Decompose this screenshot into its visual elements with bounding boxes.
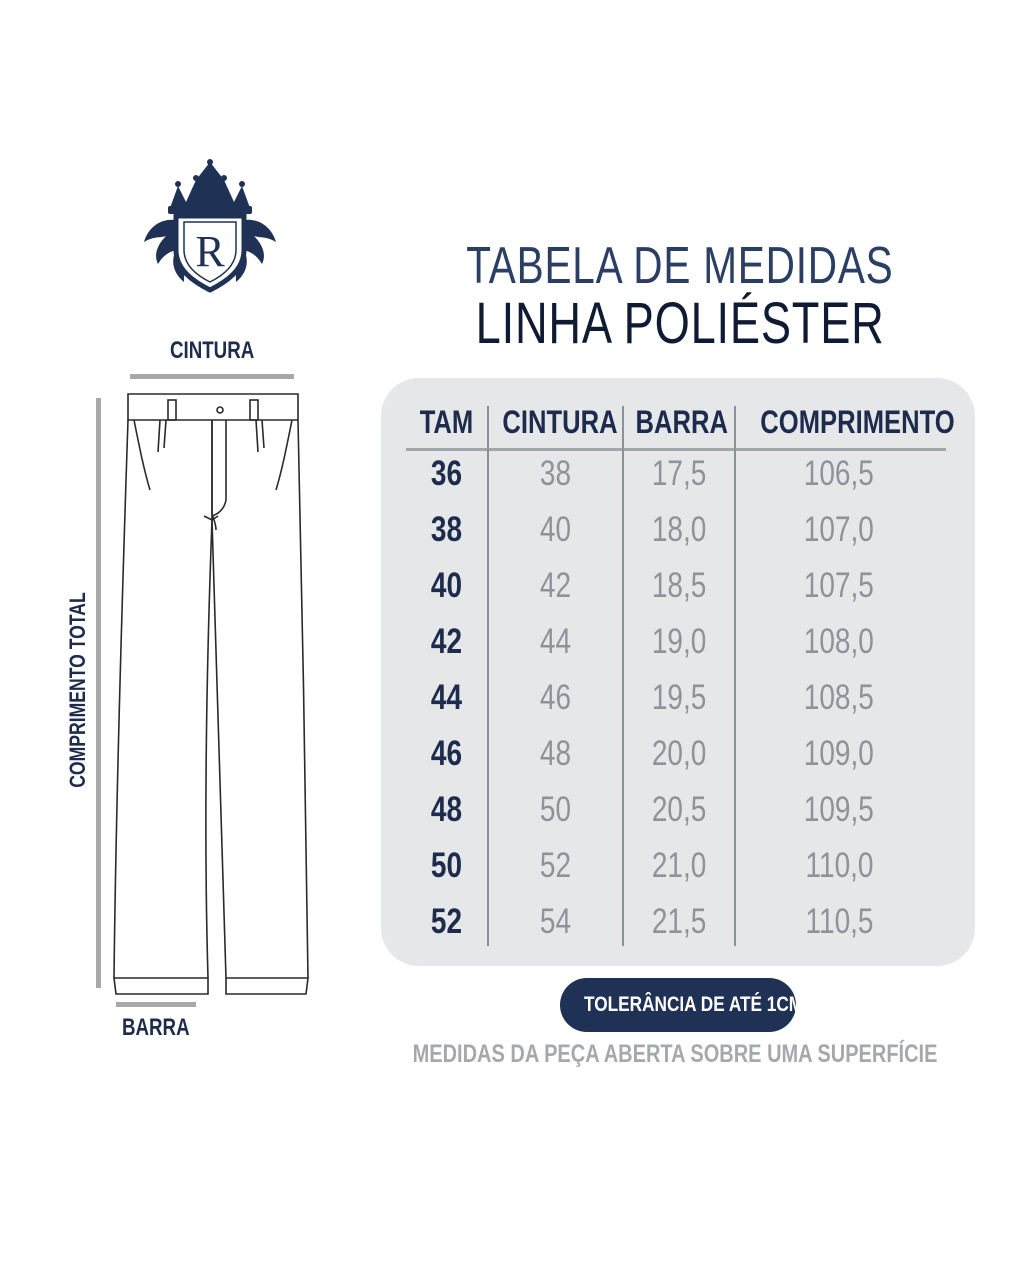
cell-length: 108,0 (803, 622, 875, 661)
page-title-line-1: TABELA DE MEDIDAS (466, 237, 894, 295)
cell-waist: 42 (539, 566, 571, 605)
cell-waist: 50 (539, 790, 571, 829)
table-row (0, 502, 1024, 558)
table-row (0, 838, 1024, 894)
column-header-hem: BARRA (635, 404, 728, 440)
cell-hem: 19,5 (651, 678, 707, 717)
table-row (0, 614, 1024, 670)
cell-hem: 19,0 (651, 622, 707, 661)
cell-size: 38 (430, 510, 462, 549)
cell-length: 109,0 (803, 734, 875, 773)
column-header-length: COMPRIMENTO (760, 404, 955, 440)
cell-waist: 40 (539, 510, 571, 549)
table-row (0, 894, 1024, 950)
cell-size: 44 (430, 678, 462, 717)
cell-waist: 44 (539, 622, 571, 661)
table-row (0, 558, 1024, 614)
waist-measure-bar (130, 374, 294, 379)
measurement-footnote: MEDIDAS DA PEÇA ABERTA SOBRE UMA SUPERFÍCIE (412, 1040, 938, 1068)
cell-length: 107,0 (803, 510, 875, 549)
cell-waist: 54 (539, 902, 571, 941)
cell-hem: 18,5 (651, 566, 707, 605)
cell-size: 52 (430, 902, 462, 941)
cell-hem: 21,5 (651, 902, 707, 941)
table-row (0, 446, 1024, 502)
hem-measure-bar (116, 1002, 196, 1007)
column-header-waist: CINTURA (502, 404, 618, 440)
cell-length: 109,5 (803, 790, 875, 829)
tolerance-badge: TOLERÂNCIA DE ATÉ 1CM (560, 978, 796, 1032)
table-row (0, 782, 1024, 838)
cell-hem: 18,0 (651, 510, 707, 549)
cell-size: 36 (430, 454, 462, 493)
hem-label: BARRA (122, 1014, 190, 1041)
cell-hem: 20,0 (651, 734, 707, 773)
cell-size: 50 (430, 846, 462, 885)
page-title-line-2: LINHA POLIÉSTER (475, 291, 885, 356)
column-header-size: TAM (419, 404, 473, 440)
cell-hem: 17,5 (651, 454, 707, 493)
total-length-label: COMPRIMENTO TOTAL (65, 592, 90, 788)
cell-size: 48 (430, 790, 462, 829)
cell-hem: 21,0 (651, 846, 707, 885)
cell-length: 110,0 (805, 846, 873, 885)
cell-length: 110,5 (805, 902, 873, 941)
cell-waist: 48 (539, 734, 571, 773)
cell-size: 40 (430, 566, 462, 605)
cell-waist: 52 (539, 846, 571, 885)
cell-size: 46 (430, 734, 462, 773)
table-row (0, 670, 1024, 726)
cell-length: 108,5 (803, 678, 875, 717)
logo-monogram: R (195, 227, 225, 276)
cell-waist: 46 (539, 678, 571, 717)
cell-length: 107,5 (803, 566, 875, 605)
cell-size: 42 (430, 622, 462, 661)
waist-label: CINTURA (170, 337, 255, 364)
cell-length: 106,5 (803, 454, 875, 493)
table-row (0, 726, 1024, 782)
cell-hem: 20,5 (651, 790, 707, 829)
cell-waist: 38 (539, 454, 571, 493)
